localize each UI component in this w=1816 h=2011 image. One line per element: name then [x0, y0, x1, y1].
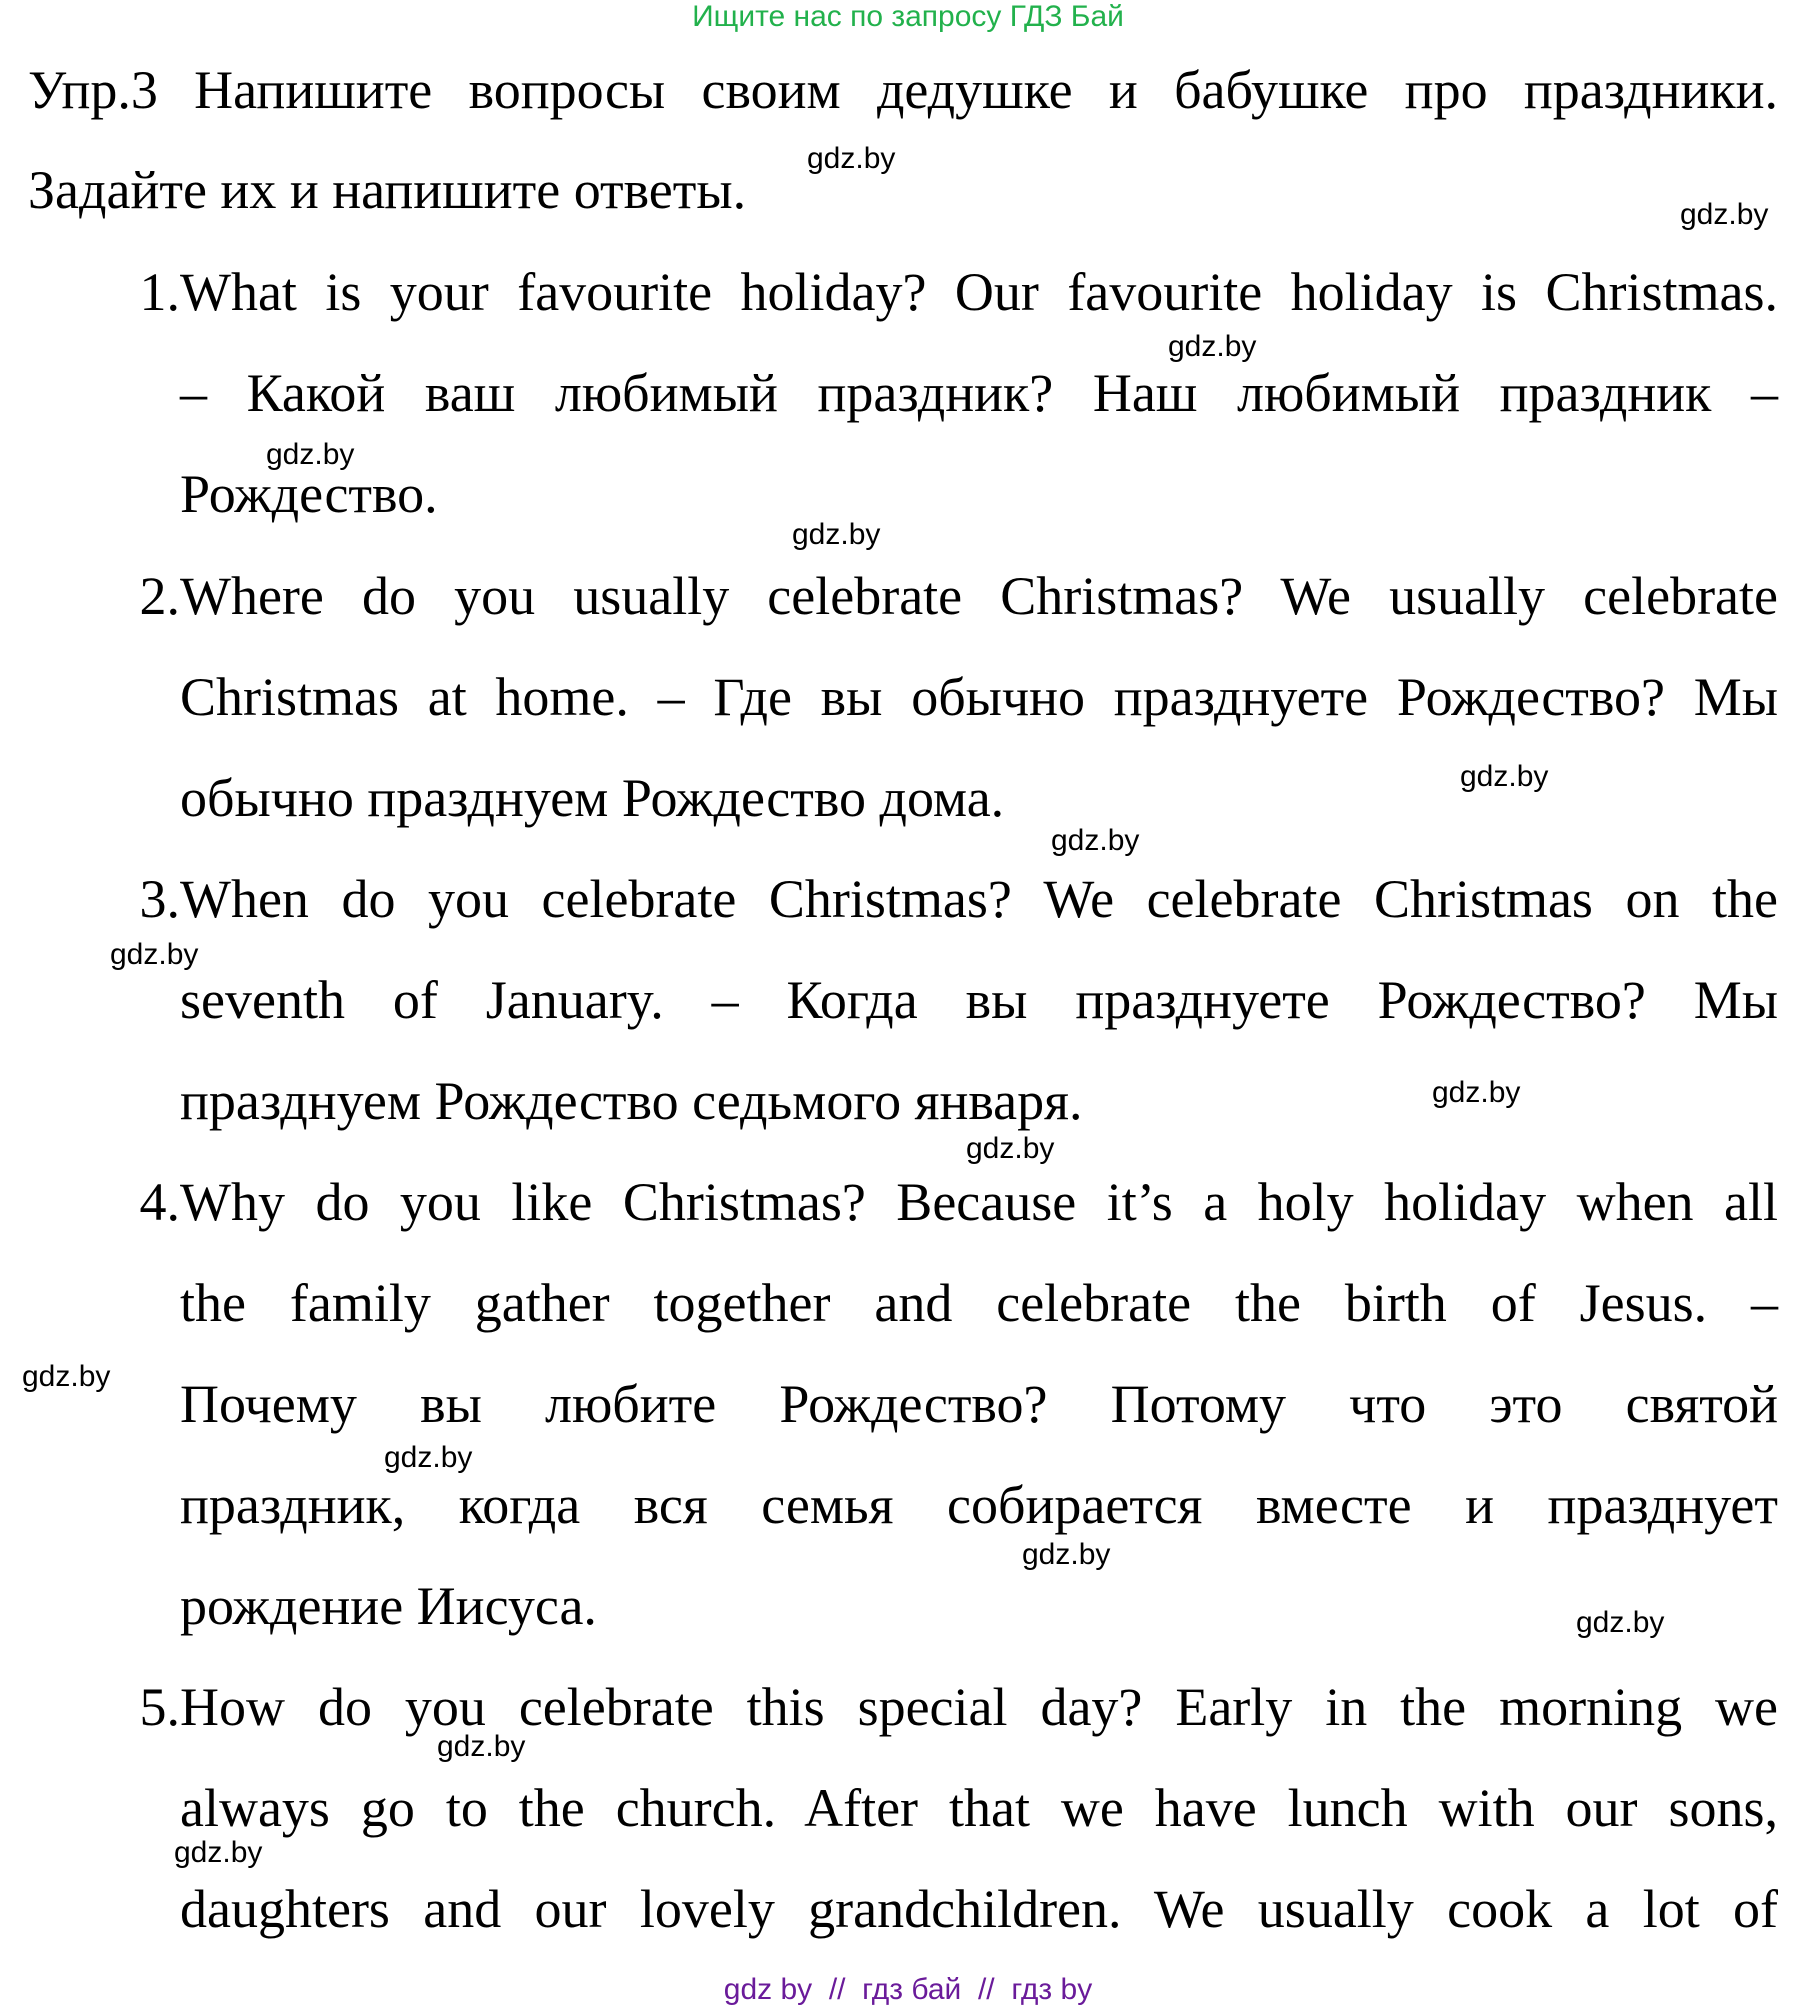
item-3-line-3: празднуем Рождество седьмого января. — [180, 1071, 1083, 1131]
item-3-line-1: When do you celebrate Christmas? We celebrate Christmas on the — [180, 869, 1778, 929]
item-2-line-3: обычно празднуем Рождество дома. — [180, 768, 1005, 828]
watermark: gdz.by — [266, 438, 355, 471]
watermark: gdz.by — [792, 518, 881, 551]
item-4-line-1: Why do you like Christmas? Because it’s a holy holiday when all — [180, 1172, 1778, 1232]
watermark: gdz.by — [384, 1441, 473, 1474]
item-4-line-4: праздник, когда вся семья собирается вместе и празднует — [180, 1475, 1778, 1535]
watermark: gdz.by — [1022, 1538, 1111, 1571]
task-title-line-1: Упр.3 Напишите вопросы своим дедушке и бабушке про праздники. — [28, 60, 1778, 120]
item-1-line-1: What is your favourite holiday? Our favourite holiday is Christmas. — [180, 262, 1778, 322]
item-1-line-2: – Какой ваш любимый праздник? Наш любимый праздник – — [180, 363, 1778, 423]
item-number: 1. — [139, 262, 180, 322]
watermark: gdz.by — [1680, 198, 1769, 231]
watermark: gdz.by — [1576, 1606, 1665, 1639]
watermark: gdz.by — [437, 1730, 526, 1763]
watermark: gdz.by — [110, 938, 199, 971]
watermark: gdz.by — [22, 1360, 111, 1393]
watermark: gdz.by — [1432, 1076, 1521, 1109]
watermark: gdz.by — [807, 142, 896, 175]
item-1-line-3: Рождество. — [180, 464, 438, 524]
watermark: gdz.by — [966, 1132, 1055, 1165]
item-5-line-1: How do you celebrate this special day? Early in the morning we — [180, 1677, 1778, 1737]
watermark: gdz.by — [1168, 330, 1257, 363]
top-banner: Ищите нас по запросу ГДЗ Бай — [692, 0, 1124, 33]
watermark: gdz.by — [174, 1836, 263, 1869]
item-2-line-2: Christmas at home. – Где вы обычно празднуете Рождество? Мы — [180, 667, 1778, 727]
item-5-line-3: daughters and our lovely grandchildren. We usually cook a lot of — [180, 1879, 1778, 1939]
item-4-line-5: рождение Иисуса. — [180, 1576, 597, 1636]
item-2-line-1: Where do you usually celebrate Christmas? We usually celebrate — [180, 566, 1778, 626]
item-number: 4. — [139, 1172, 180, 1232]
item-4-line-2: the family gather together and celebrate the birth of Jesus. – — [180, 1273, 1778, 1333]
watermark: gdz.by — [1051, 824, 1140, 857]
item-5-line-2: always go to the church. After that we have lunch with our sons, — [180, 1778, 1778, 1838]
task-title-line-2: Задайте их и напишите ответы. — [28, 160, 747, 220]
item-number: 3. — [139, 869, 180, 929]
item-3-line-2: seventh of January. – Когда вы празднуете Рождество? Мы — [180, 970, 1778, 1030]
item-number: 2. — [139, 566, 180, 626]
item-number: 5. — [139, 1677, 180, 1737]
watermark: gdz.by — [1460, 760, 1549, 793]
footer-links: gdz by // гдз бай // гдз by — [723, 1973, 1093, 2006]
item-4-line-3: Почему вы любите Рождество? Потому что это святой — [180, 1374, 1778, 1434]
